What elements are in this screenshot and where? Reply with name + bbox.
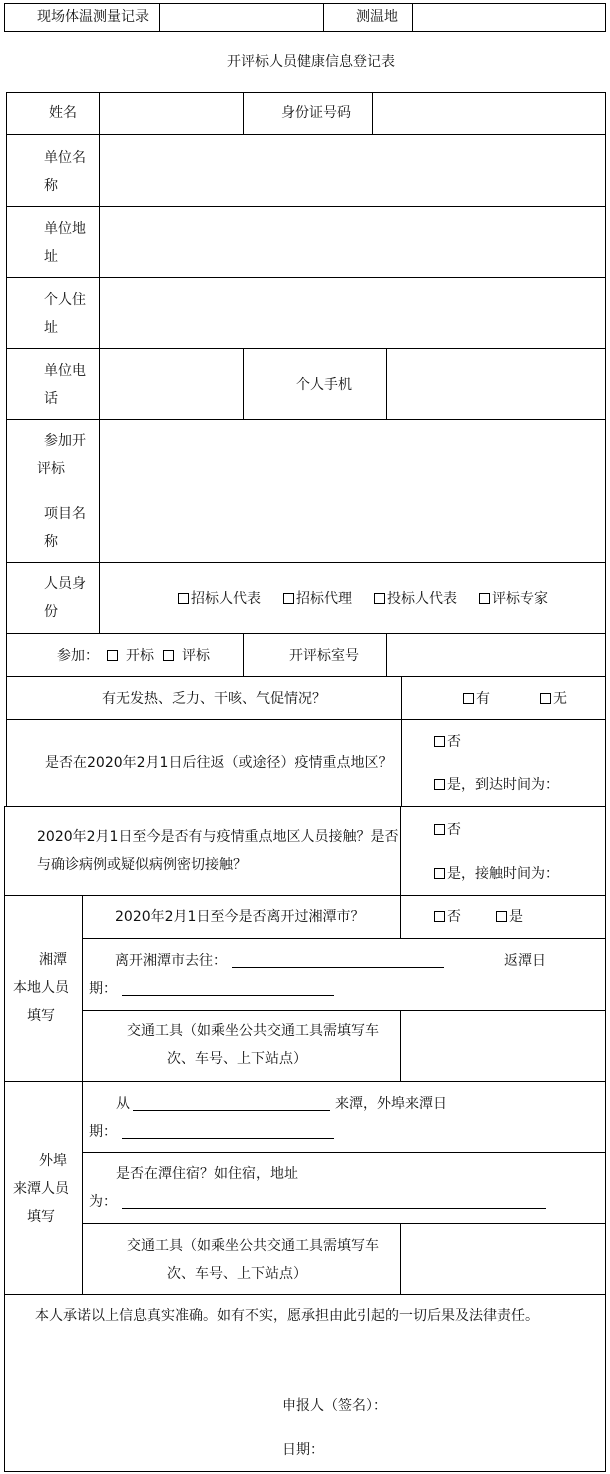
- checkbox-icon[interactable]: [374, 593, 385, 604]
- left-xiangtan-yes-option[interactable]: 是: [496, 909, 523, 925]
- symptom-yes-option[interactable]: 有: [463, 691, 490, 707]
- local-transport-label: 交通工具（如乘坐公共交通工具需填写车: [127, 1023, 379, 1039]
- local-section-label: 湘潭: [39, 952, 67, 968]
- home-address-label-cont: 址: [44, 320, 58, 336]
- destination-field[interactable]: [232, 967, 444, 968]
- local-transport-field[interactable]: [401, 1011, 605, 1081]
- sign-date-field[interactable]: [330, 1436, 530, 1462]
- company-address-field[interactable]: [100, 207, 605, 277]
- return-date-field[interactable]: [122, 995, 334, 996]
- project-name-field[interactable]: [100, 420, 605, 562]
- outside-section-label-cont: 来潭人员: [13, 1181, 69, 1197]
- contact-question: 2020年2月1日至今是否有与疫情重点地区人员接触？是否: [37, 829, 399, 845]
- name-label: 姓名: [49, 105, 77, 121]
- arrival-date-label-cont: 期：: [89, 1124, 117, 1140]
- arrival-date-field[interactable]: [122, 1138, 334, 1139]
- attend-option-evaluation[interactable]: 评标: [163, 648, 210, 664]
- room-number-label: 开评标室号: [289, 648, 359, 664]
- checkbox-icon[interactable]: [434, 868, 445, 879]
- company-phone-field[interactable]: [100, 349, 243, 419]
- checkbox-icon[interactable]: [496, 911, 507, 922]
- destination-label: 离开湘潭市去往：: [115, 953, 227, 969]
- checkbox-icon[interactable]: [463, 693, 474, 704]
- home-address-label: 个人住: [44, 292, 86, 308]
- form-title: 开评标人员健康信息登记表: [227, 54, 395, 70]
- return-date-label: 返潭日: [504, 953, 546, 969]
- travel-question: 是否在2020年2月1日后往返（或途径）疫情重点地区？: [45, 755, 393, 771]
- project-label: 参加开: [44, 433, 86, 449]
- identity-label: 人员身: [44, 576, 86, 592]
- outside-transport-label: 交通工具（如乘坐公共交通工具需填写车: [127, 1238, 379, 1254]
- checkbox-icon[interactable]: [283, 593, 294, 604]
- symptom-no-option[interactable]: 无: [540, 691, 567, 707]
- signer-label: 申报人（签名）：: [282, 1398, 387, 1414]
- identity-option-expert[interactable]: 评标专家: [479, 591, 548, 607]
- outside-transport-field[interactable]: [401, 1224, 605, 1294]
- checkbox-icon[interactable]: [107, 650, 118, 661]
- id-number-field[interactable]: [373, 93, 605, 134]
- travel-yes-option[interactable]: 是，到达时间为：: [434, 777, 559, 793]
- pledge-text: 本人承诺以上信息真实准确。如有不实，愿承担由此引起的一切后果及法律责任。: [35, 1308, 539, 1324]
- mobile-label: 个人手机: [296, 377, 352, 393]
- company-phone-label-cont: 话: [44, 391, 58, 407]
- temperature-location-field[interactable]: [413, 4, 605, 31]
- origin-field[interactable]: [133, 1110, 330, 1111]
- origin-label: 从: [116, 1096, 130, 1112]
- return-date-label-cont: 期：: [89, 981, 117, 997]
- contact-yes-option[interactable]: 是，接触时间为：: [434, 866, 559, 882]
- project-label-cont: 评标: [37, 461, 65, 477]
- home-address-field[interactable]: [100, 278, 605, 348]
- id-number-label: 身份证号码: [281, 105, 351, 121]
- project-name-label: 项目名: [44, 506, 86, 522]
- local-section-label-fill: 填写: [27, 1008, 55, 1024]
- identity-option-tenderee[interactable]: 招标人代表: [178, 591, 261, 607]
- lodging-address-field[interactable]: [122, 1208, 546, 1209]
- left-xiangtan-question: 2020年2月1日至今是否离开过湘潭市？: [115, 909, 365, 925]
- signature-field[interactable]: [395, 1390, 595, 1418]
- company-name-field[interactable]: [100, 135, 605, 206]
- lodging-question: 是否在潭住宿？如住宿，地址: [116, 1166, 298, 1182]
- temperature-record-field[interactable]: [160, 4, 323, 31]
- checkbox-icon[interactable]: [434, 779, 445, 790]
- sign-date-label: 日期：: [282, 1442, 324, 1458]
- checkbox-icon[interactable]: [178, 593, 189, 604]
- contact-question-cont: 与确诊病例或疑似病例密切接触？: [37, 857, 247, 873]
- name-field[interactable]: [100, 93, 243, 134]
- symptom-question: 有无发热、乏力、干咳、气促情况？: [102, 691, 326, 707]
- room-number-field[interactable]: [387, 634, 605, 676]
- outside-transport-label-cont: 次、车号、上下站点）: [167, 1266, 307, 1282]
- identity-option-bidder[interactable]: 投标人代表: [374, 591, 457, 607]
- project-name-label-cont: 称: [44, 534, 58, 550]
- travel-no-option[interactable]: 否: [434, 734, 461, 750]
- outside-section-label: 外埠: [39, 1153, 67, 1169]
- checkbox-icon[interactable]: [434, 736, 445, 747]
- company-address-label: 单位地: [44, 221, 86, 237]
- attend-label: 参加：: [57, 648, 99, 664]
- identity-label-cont: 份: [44, 604, 58, 620]
- outside-section-label-fill: 填写: [27, 1209, 55, 1225]
- lodging-address-label: 为：: [89, 1194, 117, 1210]
- checkbox-icon[interactable]: [434, 824, 445, 835]
- left-xiangtan-no-option[interactable]: 否: [434, 909, 461, 925]
- temperature-record-label: 现场体温测量记录: [37, 9, 149, 25]
- temperature-location-label: 测温地: [356, 9, 398, 25]
- checkbox-icon[interactable]: [540, 693, 551, 704]
- attend-option-opening[interactable]: 开标: [107, 648, 154, 664]
- local-section-label-cont: 本地人员: [13, 980, 69, 996]
- identity-option-agent[interactable]: 招标代理: [283, 591, 352, 607]
- mobile-field[interactable]: [387, 349, 605, 419]
- checkbox-icon[interactable]: [434, 911, 445, 922]
- local-transport-label-cont: 次、车号、上下站点）: [167, 1051, 307, 1067]
- company-phone-label: 单位电: [44, 363, 86, 379]
- checkbox-icon[interactable]: [163, 650, 174, 661]
- checkbox-icon[interactable]: [479, 593, 490, 604]
- contact-no-option[interactable]: 否: [434, 822, 461, 838]
- company-address-label-cont: 址: [44, 249, 58, 265]
- arrival-date-label: 来潭，外埠来潭日: [335, 1096, 447, 1112]
- company-name-label-cont: 称: [44, 178, 58, 194]
- company-name-label: 单位名: [44, 150, 86, 166]
